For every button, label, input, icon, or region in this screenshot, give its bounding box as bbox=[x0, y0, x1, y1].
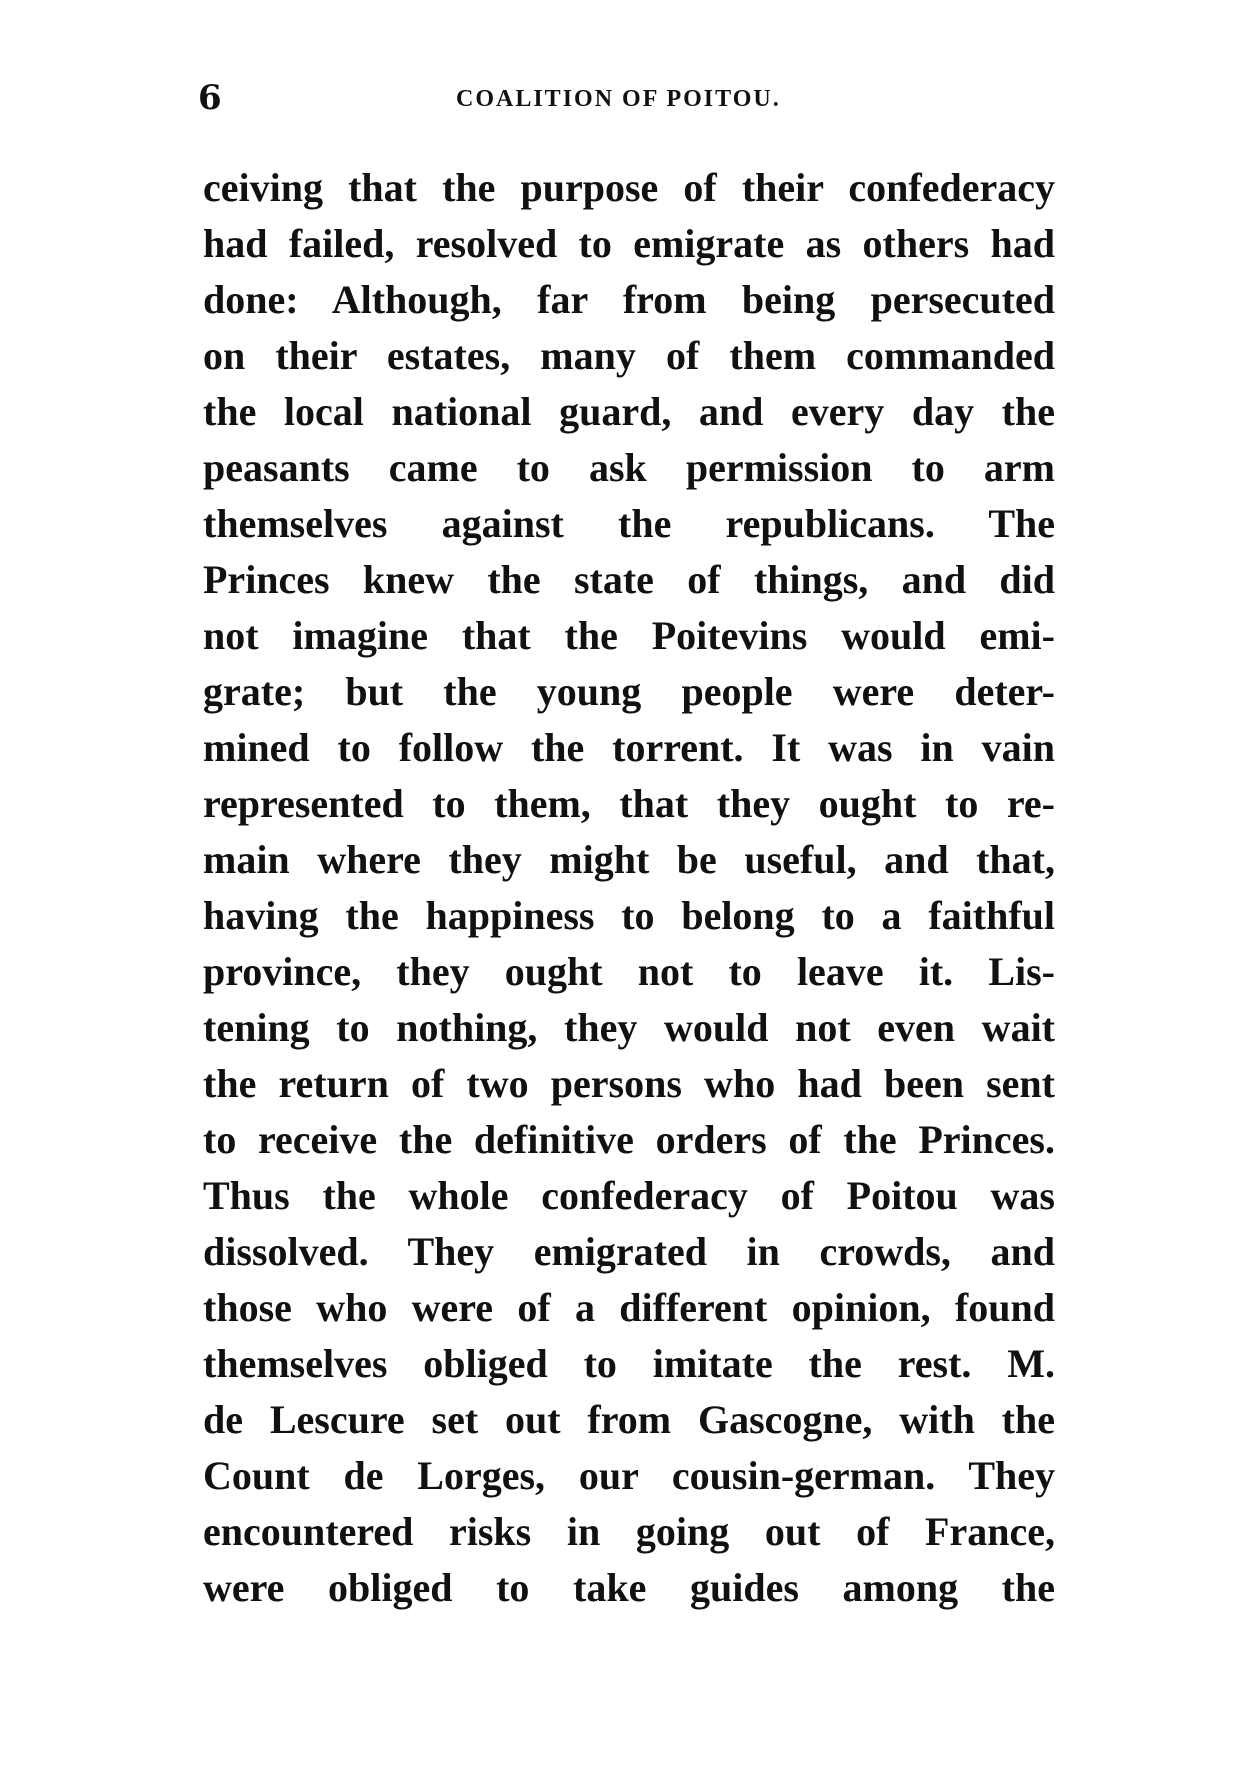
body-text bbox=[203, 160, 1055, 1616]
text-line: ceiving that the purpose of their confederacy bbox=[203, 165, 1055, 210]
text-line: tening to nothing, they would not even wait bbox=[203, 1005, 1055, 1050]
running-head bbox=[198, 78, 1055, 118]
text-line: dissolved. They emigrated in crowds, and bbox=[203, 1229, 1055, 1274]
text-line: the local national guard, and every day the bbox=[203, 389, 1055, 434]
text-line: not imagine that the Poitevins would emi- bbox=[203, 613, 1055, 658]
text-line: had failed, resolved to emigrate as others had bbox=[203, 221, 1055, 266]
text-line: represented to them, that they ought to re- bbox=[203, 781, 1055, 826]
page-number: 6 bbox=[198, 78, 222, 118]
text-line: main where they might be useful, and that, bbox=[203, 837, 1055, 882]
text-line: were obliged to take guides among the bbox=[203, 1565, 1055, 1610]
text-line: those who were of a different opinion, found bbox=[203, 1285, 1055, 1330]
text-line: Thus the whole confederacy of Poitou was bbox=[203, 1173, 1055, 1218]
text-line: grate; but the young people were deter- bbox=[203, 669, 1055, 714]
text-line: themselves against the republicans. The bbox=[203, 501, 1055, 546]
text-line: to receive the definitive orders of the Princes. bbox=[203, 1117, 1055, 1162]
text-line: encountered risks in going out of France, bbox=[203, 1509, 1055, 1554]
running-title: COALITION OF POITOU. bbox=[456, 86, 781, 112]
text-line: province, they ought not to leave it. Lis- bbox=[203, 949, 1055, 994]
text-line: Count de Lorges, our cousin-german. They bbox=[203, 1453, 1055, 1498]
text-line: mined to follow the torrent. It was in vain bbox=[203, 725, 1055, 770]
text-line: peasants came to ask permission to arm bbox=[203, 445, 1055, 490]
text-line: themselves obliged to imitate the rest. M. bbox=[203, 1341, 1055, 1386]
text-line: Princes knew the state of things, and did bbox=[203, 557, 1055, 602]
text-line: on their estates, many of them commanded bbox=[203, 333, 1055, 378]
text-line: having the happiness to belong to a faithful bbox=[203, 893, 1055, 938]
text-line: de Lescure set out from Gascogne, with the bbox=[203, 1397, 1055, 1442]
text-line: the return of two persons who had been sent bbox=[203, 1061, 1055, 1106]
text-line: done: Although, far from being persecuted bbox=[203, 277, 1055, 322]
